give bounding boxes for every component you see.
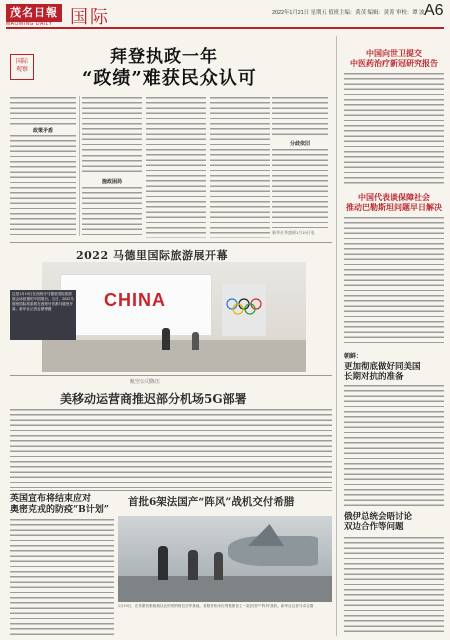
- right-headline-3-line1: 更加彻底做好同美国: [344, 362, 421, 372]
- lead-body-col5a: [272, 96, 328, 138]
- column-tag-line2: 观察: [15, 67, 28, 73]
- column-tag-line1: 国际: [15, 59, 28, 65]
- section-divider: [10, 490, 332, 491]
- visitor-figure: [192, 332, 199, 350]
- headline-uk-line2: 奥密克戎的防疫“B计划”: [10, 505, 109, 515]
- header-rule: [6, 27, 444, 29]
- tarmac: [118, 576, 332, 602]
- expo-photo: [42, 262, 306, 372]
- right-headline-3-line2: 长期对抗的准备: [344, 372, 404, 382]
- person-figure: [214, 552, 223, 580]
- headline-jet: 首批6架法国产“阵风”战机交付希腊: [128, 496, 295, 508]
- person-figure: [158, 546, 168, 580]
- right-headline-1-line2: 中医药治疗新冠研究报告: [350, 58, 438, 68]
- right-headline-1: [344, 48, 444, 68]
- lead-body-col2a: [82, 96, 142, 152]
- olympic-rings-icon: [222, 284, 266, 336]
- olympic-display: [222, 284, 266, 336]
- right-headline-3: [344, 352, 444, 382]
- date-line: 2022年1月21日 星期五 值班主编：黄茂 编辑：黄菁 审校：谭 波: [272, 10, 425, 16]
- jet-photo-caption: 1月19日，在希腊首都雅典以北的塔纳格拉空军基地，希腊首相米佐塔基斯登上一架法国产“阵风”战机。新华社记者马卓言摄: [118, 604, 314, 608]
- section-title: 国际: [70, 7, 110, 27]
- right-headline-2-line1: 中国代表谈保障社会: [358, 192, 430, 202]
- china-sign: CHINA: [104, 290, 166, 310]
- lead-body-col2c: [82, 186, 142, 238]
- headline-5g: 美移动运营商推迟部分机场5G部署: [60, 392, 247, 406]
- lead-subhead-2: 施政困局: [101, 179, 122, 185]
- person-figure: [188, 550, 198, 580]
- headline-uk: [10, 494, 109, 516]
- jet-tail: [248, 524, 284, 546]
- right-headline-2-line2: 推动巴勒斯坦问题早日解决: [346, 202, 442, 212]
- right-headline-1-line1: 中国向世卫提交: [366, 48, 422, 58]
- newspaper-logo-subtitle: MAOMING DAILY: [6, 21, 53, 27]
- photo-feature-title: 2022 马德里国际旅游展开幕: [76, 249, 228, 262]
- right-body-2: [344, 216, 444, 346]
- body-uk: [10, 518, 114, 636]
- lead-headline-line1: 拜登执政一年: [110, 47, 218, 67]
- section-divider: [10, 375, 332, 376]
- right-headline-4: [344, 512, 444, 532]
- lead-headline-line2: “政绩”难获民众认可: [82, 68, 257, 89]
- headline-uk-line1: 英国宣布将结束应对: [10, 494, 92, 504]
- visitor-figure: [162, 328, 170, 350]
- jet-photo: [118, 516, 332, 602]
- section-label: 航空公司陈压: [130, 379, 161, 385]
- lead-body-col2b: [82, 154, 142, 176]
- newspaper-logo: 茂名日報: [6, 4, 62, 22]
- right-headline-3-label: 朝鲜：: [344, 353, 363, 360]
- lead-body-col5b: [272, 148, 328, 228]
- lead-subhead-1: 政策矛盾: [32, 128, 53, 134]
- lead-body-col1b: [10, 134, 76, 238]
- lead-byline: 新华社华盛顿1月19日电: [272, 230, 315, 235]
- body-5g: [10, 408, 332, 488]
- right-body-1: [344, 72, 444, 184]
- lead-body-col1a: [10, 96, 76, 126]
- right-body-3: [344, 384, 444, 508]
- page-number: A6: [424, 2, 444, 19]
- right-column-divider: [336, 36, 337, 636]
- column-divider: [79, 96, 80, 236]
- column-tag: [10, 54, 34, 80]
- right-headline-2: [344, 192, 444, 212]
- right-body-4: [344, 536, 444, 634]
- expo-floor: [42, 340, 306, 372]
- lead-body-col3: [146, 96, 206, 238]
- right-headline-4-line2: 双边合作等问题: [344, 522, 404, 532]
- photo-caption: 这是1月19日在西班牙马德里国际旅游展会场拍摄的中国展台。当日，2022马德里国际旅游展在西班牙首都马德里开幕。新华社记者孟鼎博摄: [10, 290, 76, 340]
- masthead: [0, 0, 450, 28]
- lead-subhead-3: 分歧依旧: [289, 141, 310, 147]
- right-headline-4-line1: 俄伊总统会晤讨论: [344, 512, 413, 522]
- section-divider: [10, 242, 332, 243]
- lead-body-col4: [210, 96, 270, 238]
